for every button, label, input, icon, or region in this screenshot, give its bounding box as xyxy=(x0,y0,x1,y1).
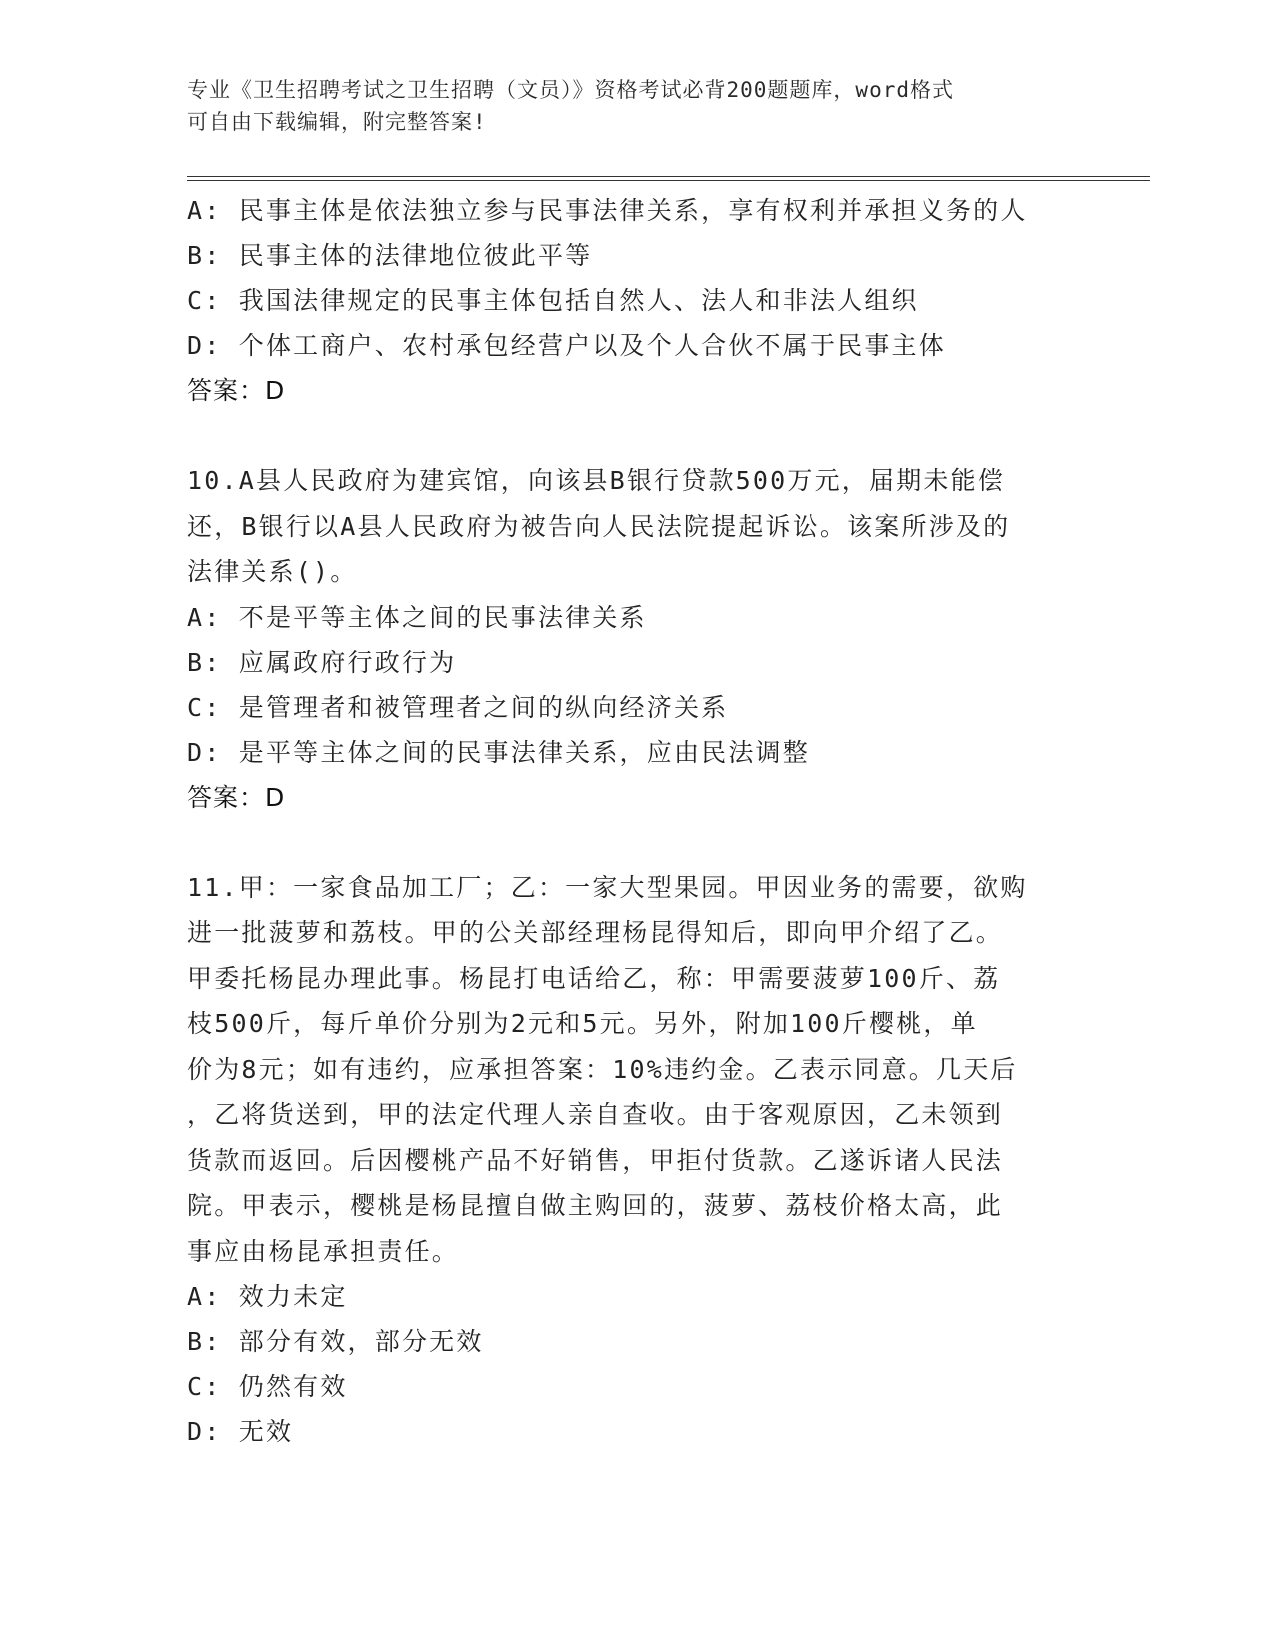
option-a: A: 效力未定 xyxy=(187,1282,348,1311)
option-d: D: 无效 xyxy=(187,1417,294,1446)
option-b: B: 民事主体的法律地位彼此平等 xyxy=(187,241,593,270)
stem-line: ，乙将货送到，甲的法定代理人亲自查收。由于客观原因，乙未领到 xyxy=(187,1100,1004,1129)
option-a: A: 民事主体是依法独立参与民事法律关系，享有权利并承担义务的人 xyxy=(187,196,1028,225)
option-c: C: 仍然有效 xyxy=(187,1372,348,1401)
stem-line: 甲委托杨昆办理此事。杨昆打电话给乙，称：甲需要菠萝100斤、荔 xyxy=(187,963,1001,993)
document-header xyxy=(187,74,1067,138)
option-b: B: 部分有效，部分无效 xyxy=(187,1327,484,1356)
header-divider xyxy=(187,176,1150,181)
question-11 xyxy=(187,865,1087,1455)
stem-line: 10.A县人民政府为建宾馆，向该县B银行贷款500万元，届期未能偿 xyxy=(187,466,1006,495)
option-c: C: 是管理者和被管理者之间的纵向经济关系 xyxy=(187,692,729,722)
stem-line: 进一批菠萝和荔枝。甲的公关部经理杨昆得知后，即向甲介绍了乙。 xyxy=(187,918,1004,947)
option-b: B: 应属政府行政行为 xyxy=(187,647,457,677)
header-title-line-2: 可自由下载编辑，附完整答案! xyxy=(187,110,487,134)
question-9 xyxy=(187,188,1087,413)
stem-line: 事应由杨昆承担责任。 xyxy=(187,1236,460,1266)
option-c: C: 我国法律规定的民事主体包括自然人、法人和非法人组织 xyxy=(187,286,919,315)
stem-line: 还，B银行以A县人民政府为被告向人民法院提起诉讼。该案所涉及的 xyxy=(187,511,1011,541)
stem-line: 枝500斤，每斤单价分别为2元和5元。另外，附加100斤樱桃，单 xyxy=(187,1009,978,1038)
stem-line: 院。甲表示，樱桃是杨昆擅自做主购回的，菠萝、荔枝价格太高，此 xyxy=(187,1191,1004,1220)
option-a: A: 不是平等主体之间的民事法律关系 xyxy=(187,602,647,632)
question-stem xyxy=(187,458,1087,595)
stem-line: 法律关系()。 xyxy=(187,557,358,586)
question-content xyxy=(187,188,1087,1454)
answer-label: 答案：D xyxy=(187,782,286,812)
option-d: D: 个体工商户、农村承包经营户以及个人合伙不属于民事主体 xyxy=(187,331,946,360)
spacer xyxy=(187,413,1087,458)
answer-label: 答案：D xyxy=(187,376,286,405)
spacer xyxy=(187,820,1087,865)
question-stem xyxy=(187,865,1087,1275)
option-d: D: 是平等主体之间的民事法律关系，应由民法调整 xyxy=(187,737,810,767)
header-title-line-1: 专业《卫生招聘考试之卫生招聘（文员）》资格考试必背200题题库，word格式 xyxy=(187,78,954,102)
question-10 xyxy=(187,458,1087,820)
stem-line: 货款而返回。后因樱桃产品不好销售，甲拒付货款。乙遂诉诸人民法 xyxy=(187,1145,1004,1175)
stem-line: 11.甲：一家食品加工厂；乙：一家大型果园。甲因业务的需要，欲购 xyxy=(187,872,1028,902)
stem-line: 价为8元；如有违约，应承担答案：10%违约金。乙表示同意。几天后 xyxy=(187,1054,1018,1084)
